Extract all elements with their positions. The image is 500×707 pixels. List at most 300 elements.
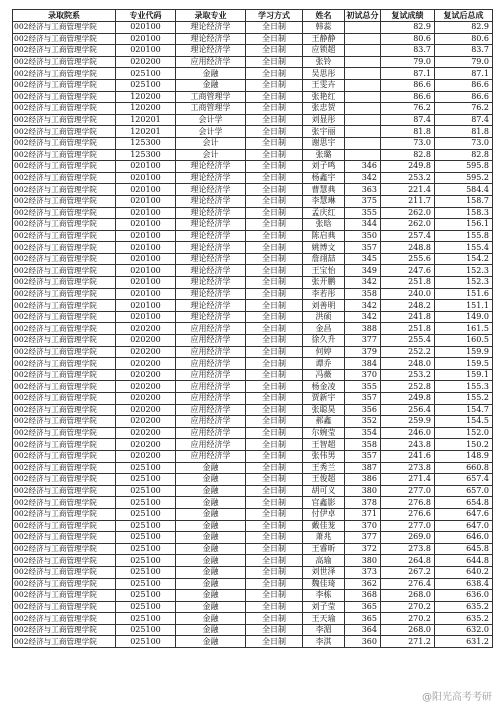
final-score-cell: 155.2	[435, 393, 493, 405]
college-cell: 002经济与工商管理学院	[13, 230, 116, 242]
final-score-cell: 80.6	[435, 33, 493, 45]
major-cell: 金融	[176, 613, 246, 625]
initial-score-cell	[345, 33, 381, 45]
table-row	[13, 404, 493, 416]
major-cell: 理论经济学	[176, 288, 246, 300]
college-cell: 002经济与工商管理学院	[13, 462, 116, 474]
major-cell: 应用经济学	[176, 358, 246, 370]
table-row	[13, 126, 493, 138]
final-score-cell: 154.5	[435, 416, 493, 428]
table-row	[13, 393, 493, 405]
name-cell: 贾新宇	[303, 393, 345, 405]
final-score-cell: 654.8	[435, 497, 493, 509]
major-cell: 理论经济学	[176, 22, 246, 34]
college-cell: 002经济与工商管理学院	[13, 590, 116, 602]
retest-score-cell: 277.0	[381, 485, 435, 497]
name-cell: 王静静	[303, 33, 345, 45]
major-code-cell: 020100	[116, 265, 176, 277]
table-row	[13, 543, 493, 555]
college-cell: 002经济与工商管理学院	[13, 45, 116, 57]
major-code-cell: 020100	[116, 253, 176, 265]
retest-score-cell: 253.2	[381, 369, 435, 381]
initial-score-cell: 379	[345, 346, 381, 358]
table-row	[13, 56, 493, 68]
study-mode-cell: 全日制	[246, 578, 303, 590]
name-cell: 陈启典	[303, 230, 345, 242]
major-code-cell: 025100	[116, 508, 176, 520]
name-cell: 杨鑫宇	[303, 172, 345, 184]
final-score-cell: 151.6	[435, 288, 493, 300]
header-study-mode: 学习方式	[246, 10, 303, 22]
major-cell: 工商管理学	[176, 91, 246, 103]
name-cell: 张璐	[303, 149, 345, 161]
initial-score-cell: 358	[345, 439, 381, 451]
initial-score-cell	[345, 126, 381, 138]
major-cell: 应用经济学	[176, 439, 246, 451]
initial-score-cell	[345, 149, 381, 161]
major-cell: 应用经济学	[176, 381, 246, 393]
initial-score-cell: 380	[345, 485, 381, 497]
major-code-cell: 025100	[116, 462, 176, 474]
college-cell: 002经济与工商管理学院	[13, 253, 116, 265]
college-cell: 002经济与工商管理学院	[13, 126, 116, 138]
retest-score-cell: 276.4	[381, 578, 435, 590]
initial-score-cell: 342	[345, 300, 381, 312]
final-score-cell: 86.6	[435, 91, 493, 103]
college-cell: 002经济与工商管理学院	[13, 207, 116, 219]
study-mode-cell: 全日制	[246, 566, 303, 578]
college-cell: 002经济与工商管理学院	[13, 33, 116, 45]
final-score-cell: 155.4	[435, 242, 493, 254]
table-header-row	[13, 10, 493, 22]
retest-score-cell: 86.6	[381, 79, 435, 91]
initial-score-cell: 380	[345, 555, 381, 567]
final-score-cell: 159.9	[435, 346, 493, 358]
major-cell: 应用经济学	[176, 346, 246, 358]
study-mode-cell: 全日制	[246, 416, 303, 428]
retest-score-cell: 81.8	[381, 126, 435, 138]
final-score-cell: 155.8	[435, 230, 493, 242]
study-mode-cell: 全日制	[246, 613, 303, 625]
table-row	[13, 253, 493, 265]
major-cell: 金融	[176, 636, 246, 648]
major-code-cell: 025100	[116, 555, 176, 567]
study-mode-cell: 全日制	[246, 404, 303, 416]
major-cell: 理论经济学	[176, 161, 246, 173]
college-cell: 002经济与工商管理学院	[13, 265, 116, 277]
name-cell: 李湄	[303, 624, 345, 636]
name-cell: 王天瑜	[303, 613, 345, 625]
initial-score-cell: 368	[345, 590, 381, 602]
final-score-cell: 595.8	[435, 161, 493, 173]
name-cell: 萧兆	[303, 532, 345, 544]
retest-score-cell: 273.8	[381, 462, 435, 474]
major-code-cell: 125300	[116, 137, 176, 149]
table-row	[13, 161, 493, 173]
study-mode-cell: 全日制	[246, 149, 303, 161]
final-score-cell: 86.6	[435, 79, 493, 91]
admission-table	[12, 9, 493, 648]
retest-score-cell: 240.0	[381, 288, 435, 300]
initial-score-cell: 342	[345, 311, 381, 323]
name-cell: 付伊卓	[303, 508, 345, 520]
study-mode-cell: 全日制	[246, 636, 303, 648]
study-mode-cell: 全日制	[246, 288, 303, 300]
retest-score-cell: 271.4	[381, 474, 435, 486]
college-cell: 002经济与工商管理学院	[13, 335, 116, 347]
initial-score-cell	[345, 103, 381, 115]
name-cell: 冯薇	[303, 369, 345, 381]
major-cell: 理论经济学	[176, 33, 246, 45]
major-code-cell: 020100	[116, 288, 176, 300]
college-cell: 002经济与工商管理学院	[13, 161, 116, 173]
major-cell: 应用经济学	[176, 427, 246, 439]
major-cell: 理论经济学	[176, 277, 246, 289]
table-row	[13, 532, 493, 544]
retest-score-cell: 255.6	[381, 253, 435, 265]
name-cell: 李栋	[303, 590, 345, 602]
final-score-cell: 83.7	[435, 45, 493, 57]
table-body	[13, 22, 493, 648]
major-cell: 工商管理学	[176, 103, 246, 115]
college-cell: 002经济与工商管理学院	[13, 172, 116, 184]
name-cell: 曹慧典	[303, 184, 345, 196]
study-mode-cell: 全日制	[246, 497, 303, 509]
name-cell: 应锁超	[303, 45, 345, 57]
name-cell: 王宝怡	[303, 265, 345, 277]
table-row	[13, 427, 493, 439]
table-row	[13, 462, 493, 474]
major-code-cell: 020200	[116, 56, 176, 68]
study-mode-cell: 全日制	[246, 474, 303, 486]
major-cell: 应用经济学	[176, 323, 246, 335]
retest-score-cell: 264.8	[381, 555, 435, 567]
major-code-cell: 025100	[116, 497, 176, 509]
final-score-cell: 149.0	[435, 311, 493, 323]
retest-score-cell: 271.2	[381, 636, 435, 648]
major-cell: 金融	[176, 566, 246, 578]
final-score-cell: 640.2	[435, 566, 493, 578]
study-mode-cell: 全日制	[246, 161, 303, 173]
major-code-cell: 020200	[116, 450, 176, 462]
college-cell: 002经济与工商管理学院	[13, 497, 116, 509]
major-cell: 应用经济学	[176, 393, 246, 405]
study-mode-cell: 全日制	[246, 207, 303, 219]
initial-score-cell: 362	[345, 578, 381, 590]
name-cell: 李淇	[303, 636, 345, 648]
major-cell: 金融	[176, 474, 246, 486]
table-row	[13, 578, 493, 590]
initial-score-cell: 358	[345, 288, 381, 300]
table-row	[13, 624, 493, 636]
retest-score-cell: 247.6	[381, 265, 435, 277]
initial-score-cell: 342	[345, 277, 381, 289]
retest-score-cell: 248.2	[381, 300, 435, 312]
table-row	[13, 195, 493, 207]
final-score-cell: 152.3	[435, 277, 493, 289]
final-score-cell: 156.1	[435, 219, 493, 231]
final-score-cell: 87.1	[435, 68, 493, 80]
initial-score-cell: 365	[345, 613, 381, 625]
final-score-cell: 154.7	[435, 404, 493, 416]
college-cell: 002经济与工商管理学院	[13, 288, 116, 300]
study-mode-cell: 全日制	[246, 219, 303, 231]
name-cell: 官鑫影	[303, 497, 345, 509]
major-code-cell: 120201	[116, 114, 176, 126]
study-mode-cell: 全日制	[246, 555, 303, 567]
table-row	[13, 300, 493, 312]
retest-score-cell: 276.6	[381, 508, 435, 520]
major-code-cell: 020100	[116, 242, 176, 254]
initial-score-cell: 363	[345, 184, 381, 196]
initial-score-cell: 346	[345, 161, 381, 173]
initial-score-cell: 345	[345, 253, 381, 265]
final-score-cell: 646.0	[435, 532, 493, 544]
major-code-cell: 020100	[116, 311, 176, 323]
table-row	[13, 590, 493, 602]
initial-score-cell: 350	[345, 230, 381, 242]
major-cell: 金融	[176, 497, 246, 509]
study-mode-cell: 全日制	[246, 103, 303, 115]
major-cell: 应用经济学	[176, 450, 246, 462]
retest-score-cell: 246.0	[381, 427, 435, 439]
header-final-score: 复试后总成	[435, 10, 493, 22]
major-cell: 会计	[176, 149, 246, 161]
major-code-cell: 025100	[116, 79, 176, 91]
table-row	[13, 555, 493, 567]
final-score-cell: 148.9	[435, 450, 493, 462]
college-cell: 002经济与工商管理学院	[13, 624, 116, 636]
major-code-cell: 020200	[116, 369, 176, 381]
name-cell: 王俊超	[303, 474, 345, 486]
retest-score-cell: 251.8	[381, 323, 435, 335]
table-row	[13, 520, 493, 532]
major-cell: 理论经济学	[176, 300, 246, 312]
retest-score-cell: 267.2	[381, 566, 435, 578]
major-cell: 金融	[176, 590, 246, 602]
retest-score-cell: 249.8	[381, 393, 435, 405]
initial-score-cell: 349	[345, 265, 381, 277]
retest-score-cell: 80.6	[381, 33, 435, 45]
final-score-cell: 154.2	[435, 253, 493, 265]
major-code-cell: 020100	[116, 300, 176, 312]
retest-score-cell: 253.2	[381, 172, 435, 184]
retest-score-cell: 241.8	[381, 311, 435, 323]
final-score-cell: 158.7	[435, 195, 493, 207]
college-cell: 002经济与工商管理学院	[13, 543, 116, 555]
header-name: 姓名	[303, 10, 345, 22]
name-cell: 刘子莹	[303, 601, 345, 613]
watermark-text: @阳光高考考研	[422, 692, 492, 703]
college-cell: 002经济与工商管理学院	[13, 636, 116, 648]
college-cell: 002经济与工商管理学院	[13, 578, 116, 590]
final-score-cell: 584.4	[435, 184, 493, 196]
study-mode-cell: 全日制	[246, 462, 303, 474]
major-cell: 应用经济学	[176, 56, 246, 68]
name-cell: 张艳红	[303, 91, 345, 103]
major-code-cell: 020200	[116, 404, 176, 416]
major-cell: 金融	[176, 68, 246, 80]
college-cell: 002经济与工商管理学院	[13, 323, 116, 335]
major-code-cell: 025100	[116, 578, 176, 590]
study-mode-cell: 全日制	[246, 520, 303, 532]
retest-score-cell: 87.1	[381, 68, 435, 80]
major-cell: 理论经济学	[176, 230, 246, 242]
college-cell: 002经济与工商管理学院	[13, 485, 116, 497]
final-score-cell: 595.2	[435, 172, 493, 184]
study-mode-cell: 全日制	[246, 137, 303, 149]
final-score-cell: 152.0	[435, 427, 493, 439]
final-score-cell: 158.3	[435, 207, 493, 219]
table-row	[13, 22, 493, 34]
college-cell: 002经济与工商管理学院	[13, 393, 116, 405]
final-score-cell: 636.0	[435, 590, 493, 602]
table-row	[13, 45, 493, 57]
final-score-cell: 159.1	[435, 369, 493, 381]
retest-score-cell: 262.0	[381, 219, 435, 231]
study-mode-cell: 全日制	[246, 56, 303, 68]
table-row	[13, 566, 493, 578]
name-cell: 王秀兰	[303, 462, 345, 474]
study-mode-cell: 全日制	[246, 45, 303, 57]
final-score-cell: 647.0	[435, 520, 493, 532]
retest-score-cell: 241.6	[381, 450, 435, 462]
final-score-cell: 161.5	[435, 323, 493, 335]
major-code-cell: 020100	[116, 161, 176, 173]
study-mode-cell: 全日制	[246, 323, 303, 335]
study-mode-cell: 全日制	[246, 381, 303, 393]
retest-score-cell: 276.8	[381, 497, 435, 509]
college-cell: 002经济与工商管理学院	[13, 358, 116, 370]
table-row	[13, 33, 493, 45]
name-cell: 金昌	[303, 323, 345, 335]
final-score-cell: 87.4	[435, 114, 493, 126]
major-cell: 理论经济学	[176, 265, 246, 277]
table-row	[13, 335, 493, 347]
college-cell: 002经济与工商管理学院	[13, 56, 116, 68]
college-cell: 002经济与工商管理学院	[13, 601, 116, 613]
major-code-cell: 020100	[116, 184, 176, 196]
retest-score-cell: 79.0	[381, 56, 435, 68]
major-cell: 应用经济学	[176, 335, 246, 347]
study-mode-cell: 全日制	[246, 300, 303, 312]
name-cell: 詹翊喆	[303, 253, 345, 265]
initial-score-cell: 370	[345, 369, 381, 381]
major-cell: 会计	[176, 137, 246, 149]
final-score-cell: 82.9	[435, 22, 493, 34]
header-retest-score: 复试成绩	[381, 10, 435, 22]
college-cell: 002经济与工商管理学院	[13, 555, 116, 567]
major-code-cell: 020100	[116, 195, 176, 207]
table-row	[13, 114, 493, 126]
college-cell: 002经济与工商管理学院	[13, 450, 116, 462]
major-code-cell: 125300	[116, 149, 176, 161]
study-mode-cell: 全日制	[246, 485, 303, 497]
name-cell: 刘显彤	[303, 114, 345, 126]
name-cell: 高瑜	[303, 555, 345, 567]
initial-score-cell: 370	[345, 520, 381, 532]
table-row	[13, 416, 493, 428]
major-code-cell: 025100	[116, 590, 176, 602]
study-mode-cell: 全日制	[246, 311, 303, 323]
table-row	[13, 636, 493, 648]
major-cell: 理论经济学	[176, 207, 246, 219]
study-mode-cell: 全日制	[246, 508, 303, 520]
major-cell: 金融	[176, 578, 246, 590]
name-cell: 张晗	[303, 219, 345, 231]
major-code-cell: 020100	[116, 277, 176, 289]
initial-score-cell	[345, 91, 381, 103]
retest-score-cell: 83.7	[381, 45, 435, 57]
college-cell: 002经济与工商管理学院	[13, 79, 116, 91]
major-code-cell: 020100	[116, 207, 176, 219]
major-code-cell: 020100	[116, 219, 176, 231]
college-cell: 002经济与工商管理学院	[13, 508, 116, 520]
retest-score-cell: 73.0	[381, 137, 435, 149]
college-cell: 002经济与工商管理学院	[13, 613, 116, 625]
retest-score-cell: 270.2	[381, 613, 435, 625]
final-score-cell: 81.8	[435, 126, 493, 138]
name-cell: 张聪昊	[303, 404, 345, 416]
college-cell: 002经济与工商管理学院	[13, 68, 116, 80]
study-mode-cell: 全日制	[246, 393, 303, 405]
retest-score-cell: 87.4	[381, 114, 435, 126]
initial-score-cell: 384	[345, 358, 381, 370]
table-row	[13, 311, 493, 323]
retest-score-cell: 211.7	[381, 195, 435, 207]
major-code-cell: 020200	[116, 335, 176, 347]
final-score-cell: 155.3	[435, 381, 493, 393]
initial-score-cell: 342	[345, 172, 381, 184]
table-row	[13, 137, 493, 149]
retest-score-cell: 255.4	[381, 335, 435, 347]
study-mode-cell: 全日制	[246, 427, 303, 439]
name-cell: 王智超	[303, 439, 345, 451]
table-row	[13, 230, 493, 242]
initial-score-cell: 372	[345, 543, 381, 555]
name-cell: 尔婉莹	[303, 427, 345, 439]
major-code-cell: 025100	[116, 474, 176, 486]
major-code-cell: 025100	[116, 520, 176, 532]
retest-score-cell: 82.8	[381, 149, 435, 161]
retest-score-cell: 252.2	[381, 346, 435, 358]
name-cell: 郝鑫	[303, 416, 345, 428]
name-cell: 张开鹏	[303, 277, 345, 289]
header-college: 录取院系	[13, 10, 116, 22]
retest-score-cell: 251.8	[381, 277, 435, 289]
initial-score-cell: 375	[345, 195, 381, 207]
major-code-cell: 020200	[116, 381, 176, 393]
study-mode-cell: 全日制	[246, 68, 303, 80]
name-cell: 何婷	[303, 346, 345, 358]
major-code-cell: 020200	[116, 439, 176, 451]
table-row	[13, 358, 493, 370]
study-mode-cell: 全日制	[246, 172, 303, 184]
retest-score-cell: 273.8	[381, 543, 435, 555]
initial-score-cell: 360	[345, 636, 381, 648]
table-row	[13, 103, 493, 115]
retest-score-cell: 259.9	[381, 416, 435, 428]
retest-score-cell: 248.0	[381, 358, 435, 370]
college-cell: 002经济与工商管理学院	[13, 219, 116, 231]
retest-score-cell: 256.4	[381, 404, 435, 416]
college-cell: 002经济与工商管理学院	[13, 416, 116, 428]
initial-score-cell: 357	[345, 242, 381, 254]
study-mode-cell: 全日制	[246, 253, 303, 265]
major-cell: 理论经济学	[176, 219, 246, 231]
final-score-cell: 657.0	[435, 485, 493, 497]
major-code-cell: 020200	[116, 346, 176, 358]
